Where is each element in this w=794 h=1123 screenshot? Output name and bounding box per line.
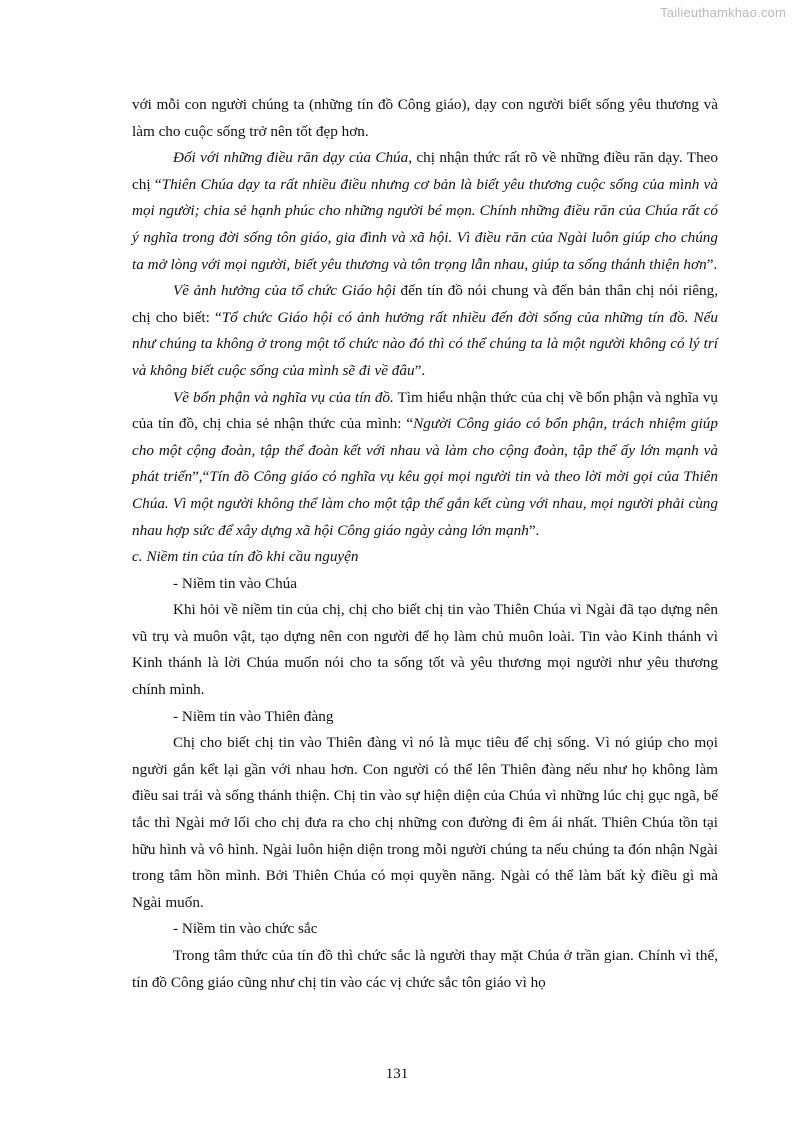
paragraph-2 xyxy=(132,145,718,278)
paragraph-4 xyxy=(132,385,718,545)
subheading-faith-in-heaven: - Niềm tin vào Thiên đàng xyxy=(173,707,334,725)
paragraph-3-lead: Về ảnh hưởng của tổ chức Giáo hội xyxy=(173,282,396,300)
paragraph-2-tail: ”. xyxy=(706,255,718,273)
paragraph-3 xyxy=(132,278,718,384)
paragraph-3-tail: ”. xyxy=(414,361,426,379)
paragraph-2-lead: Đối với những điều răn dạy của Chúa xyxy=(173,149,409,167)
paragraph-6: Chị cho biết chị tin vào Thiên đàng vì nó là mục tiêu để chị sống. Vì nó giúp cho mọi người gắn kết lại gần với nhau hơn. Con người có thể lên Thiên đàng nếu như họ không làm điều sai trái và sống thánh thiện. Chị tin vào sự hiện diện của Chúa vì những lúc chị gục ngã, bế tắc thì Ngài mở lối cho chị đưa ra cho chị những con đường đi êm ái nhất. Thiên Chúa tồn tại hữu hình và vô hình. Ngài luôn hiện diện trong mỗi người chúng ta nếu chúng ta đón nhận Ngài trong tâm hồn mình. Bởi Thiên Chúa có mọi quyền năng. Ngài có thể làm bất kỳ điều gì mà Ngài muốn. xyxy=(132,734,718,911)
paragraph-4-mid: Tìm hiểu nhận thức của chị về bổn phận và nghĩa vụ của tín đồ, chị chia sẻ nhận thức của mình: “ xyxy=(132,388,718,433)
paragraph-4-quote-2: Tín đồ Công giáo có nghĩa vụ kêu gọi mọi người tin và theo lời mời gọi của Thiên Chúa. Vì một người không thể làm cho một tập thể gắn kết cùng với nhau, mọi người phải cùng nhau hợp sức để xây dựng xã hội Công giáo ngày càng lớn mạnh xyxy=(132,468,719,539)
section-heading-c xyxy=(132,544,718,571)
paragraph-4-between: ”,“ xyxy=(192,468,210,486)
paragraph-4-quote-1: Người Công giáo có bổn phận, trách nhiệm giúp cho một cộng đoàn, tập thể đoàn kết với nhau và làm cho cộng đoàn, tập thể ấy lớn mạnh và phát triển xyxy=(132,415,718,486)
paragraph-5: Khi hỏi về niềm tin của chị, chị cho biết chị tin vào Thiên Chúa vì Ngài đã tạo dựng nên vũ trụ và muôn vật, tạo dựng nên con người để họ làm chủ muôn loài. Tin vào Kinh thánh vì Kinh thánh là lời Chúa muốn nói cho ta sống tốt và yêu thương mọi người như yêu thương chính mình. xyxy=(132,601,718,699)
paragraph-4-lead: Về bổn phận và nghĩa vụ của tín đồ. xyxy=(173,388,394,406)
page-body xyxy=(132,92,718,996)
subheading-faith-in-god: - Niềm tin vào Chúa xyxy=(173,574,298,592)
paragraph-7: Trong tâm thức của tín đồ thì chức sắc là người thay mặt Chúa ở trần gian. Chính vì thế, tín đồ Công giáo cũng như chị tin vào các vị chức sắc tôn giáo vì họ xyxy=(132,947,718,991)
paragraph-3-mid: đến tín đồ nói chung và đến bản thân chị nói riêng, chị cho biết: “ xyxy=(132,282,718,326)
paragraph-3-quote: Tổ chức Giáo hội có ảnh hưởng rất nhiều đến đời sống của những tín đồ. Nếu như chúng ta không ở trong một tổ chức nào đó thì có thể chúng ta là một người không có lý trí và không biết cuộc sống của mình sẽ đi về đâu xyxy=(132,308,718,379)
paragraph-2-mid: , chị nhận thức rất rõ về những điều răn dạy. Theo chị “ xyxy=(132,149,718,193)
page-number: 131 xyxy=(385,1066,409,1082)
paragraph-1: với mỗi con người chúng ta (những tín đồ Công giáo), dạy con người biết sống yêu thương và làm cho cuộc sống trở nên tốt đẹp hơn. xyxy=(132,96,718,140)
section-heading-c-text: c. Niềm tin của tín đồ khi cầu nguyện xyxy=(132,548,359,566)
watermark-text: Tailieuthamkhao.com xyxy=(660,5,786,20)
subheading-faith-in-clergy: - Niềm tin vào chức sắc xyxy=(173,920,318,938)
paragraph-2-quote: Thiên Chúa dạy ta rất nhiều điều nhưng cơ bản là biết yêu thương cuộc sống của mình và mọi người; chia sẻ hạnh phúc cho những người bé mọn. Chính những điều răn của Chúa rất có ý nghĩa trong đời sống tôn giáo, gia đình và xã hội. Vì điều răn của Ngài luôn giúp cho chúng ta mở lòng với mọi người, biết yêu thương và tôn trọng lẫn nhau, giúp ta sống thánh thiện hơn xyxy=(132,175,718,273)
paragraph-4-tail: ”. xyxy=(528,521,540,539)
